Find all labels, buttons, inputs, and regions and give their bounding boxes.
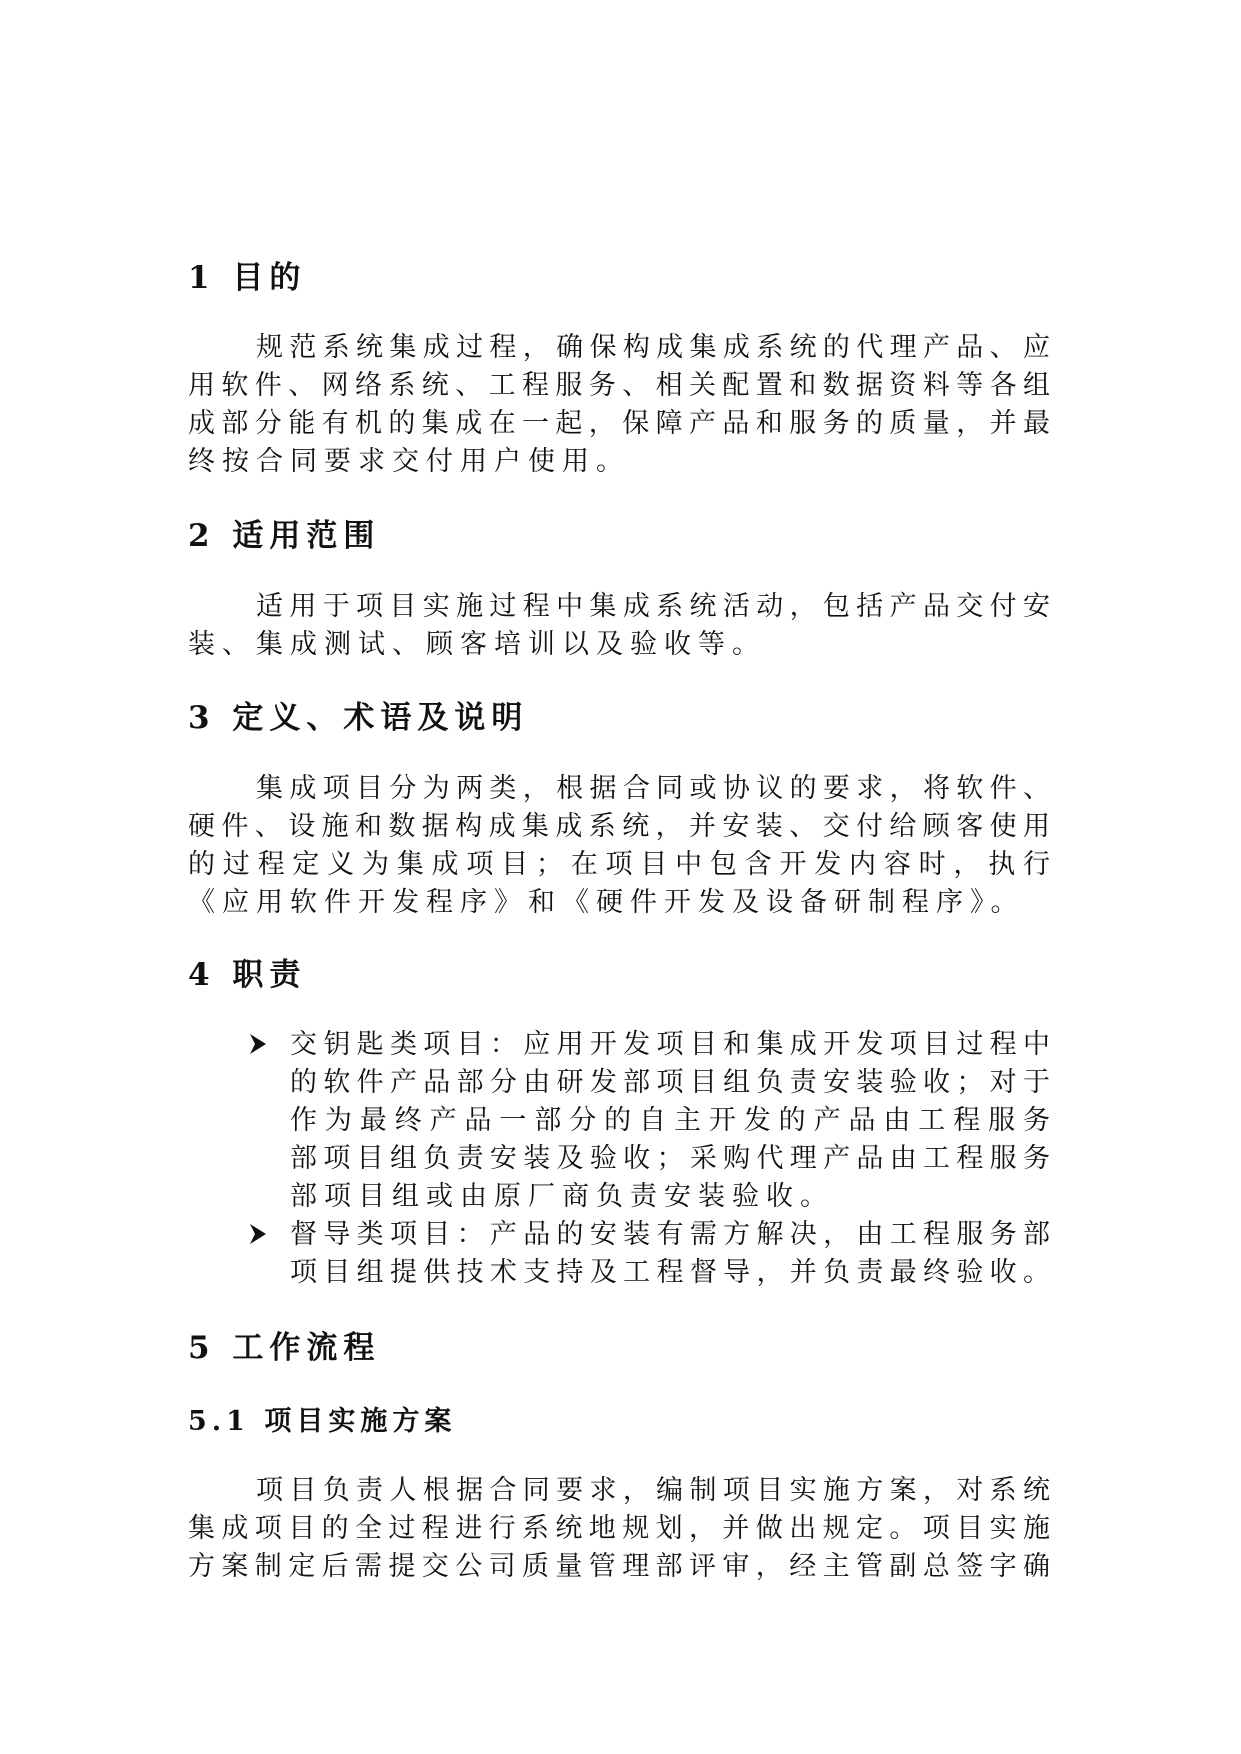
- section-1-paragraph: [188, 329, 1050, 481]
- list-item-line: 交钥匙类项目：应用开发项目和集成开发项目过程中: [290, 1029, 1050, 1060]
- arrow-bullet-icon: [248, 1220, 268, 1248]
- paragraph-line: 终按合同要求交付用户使用。: [188, 446, 630, 477]
- list-item-line: 督导类项目：产品的安装有需方解决，由工程服务部: [290, 1219, 1050, 1250]
- paragraph-line: 硬件、设施和数据构成集成系统，并安装、交付给顾客使用: [188, 811, 1050, 842]
- paragraph-line: 用软件、网络系统、工程服务、相关配置和数据资料等各组: [188, 370, 1050, 401]
- list-item-line: 部项目组或由原厂商负责安装验收。: [290, 1181, 834, 1212]
- list-item-text: [290, 1026, 1050, 1216]
- list-item-line: 作为最终产品一部分的自主开发的产品由工程服务: [290, 1105, 1050, 1136]
- paragraph-line: 项目负责人根据合同要求，编制项目实施方案，对系统: [256, 1475, 1050, 1506]
- list-item-line: 部项目组负责安装及验收；采购代理产品由工程服务: [290, 1143, 1050, 1174]
- paragraph-line: 《应用软件开发程序》和《硬件开发及设备研制程序》。: [188, 887, 1025, 918]
- list-item-line: 的软件产品部分由研发部项目组负责安装验收；对于: [290, 1067, 1050, 1098]
- list-item-line: 项目组提供技术支持及工程督导，并负责最终验收。: [290, 1257, 1050, 1288]
- section-2-paragraph: [188, 588, 1050, 664]
- paragraph-line: 适用于项目实施过程中集成系统活动，包括产品交付安: [256, 591, 1050, 622]
- paragraph-line: 装、集成测试、顾客培训以及验收等。: [188, 629, 766, 660]
- section-3-paragraph: [188, 770, 1050, 922]
- paragraph-line: 成部分能有机的集成在一起，保障产品和服务的质量，并最: [188, 408, 1050, 439]
- section-2-heading: 2 适用范围: [188, 518, 381, 554]
- section-5-1-paragraph: [188, 1472, 1050, 1586]
- paragraph-line: 方案制定后需提交公司质量管理部评审，经主管副总签字确: [188, 1551, 1050, 1582]
- paragraph-line: 集成项目的全过程进行系统地规划，并做出规定。项目实施: [188, 1513, 1050, 1544]
- arrow-bullet-icon: [248, 1030, 268, 1058]
- section-3-heading: 3 定义、术语及说明: [188, 700, 529, 736]
- section-5-heading: 5 工作流程: [188, 1330, 381, 1366]
- section-1-heading: 1 目的: [188, 260, 307, 296]
- paragraph-line: 规范系统集成过程，确保构成集成系统的代理产品、应: [256, 332, 1050, 363]
- section-4-heading: 4 职责: [188, 957, 307, 993]
- paragraph-line: 集成项目分为两类，根据合同或协议的要求，将软件、: [256, 773, 1050, 804]
- paragraph-line: 的过程定义为集成项目；在项目中包含开发内容时，执行: [188, 849, 1050, 880]
- section-5-1-heading: 5.1 项目实施方案: [188, 1406, 457, 1437]
- list-item-text: [290, 1216, 1050, 1292]
